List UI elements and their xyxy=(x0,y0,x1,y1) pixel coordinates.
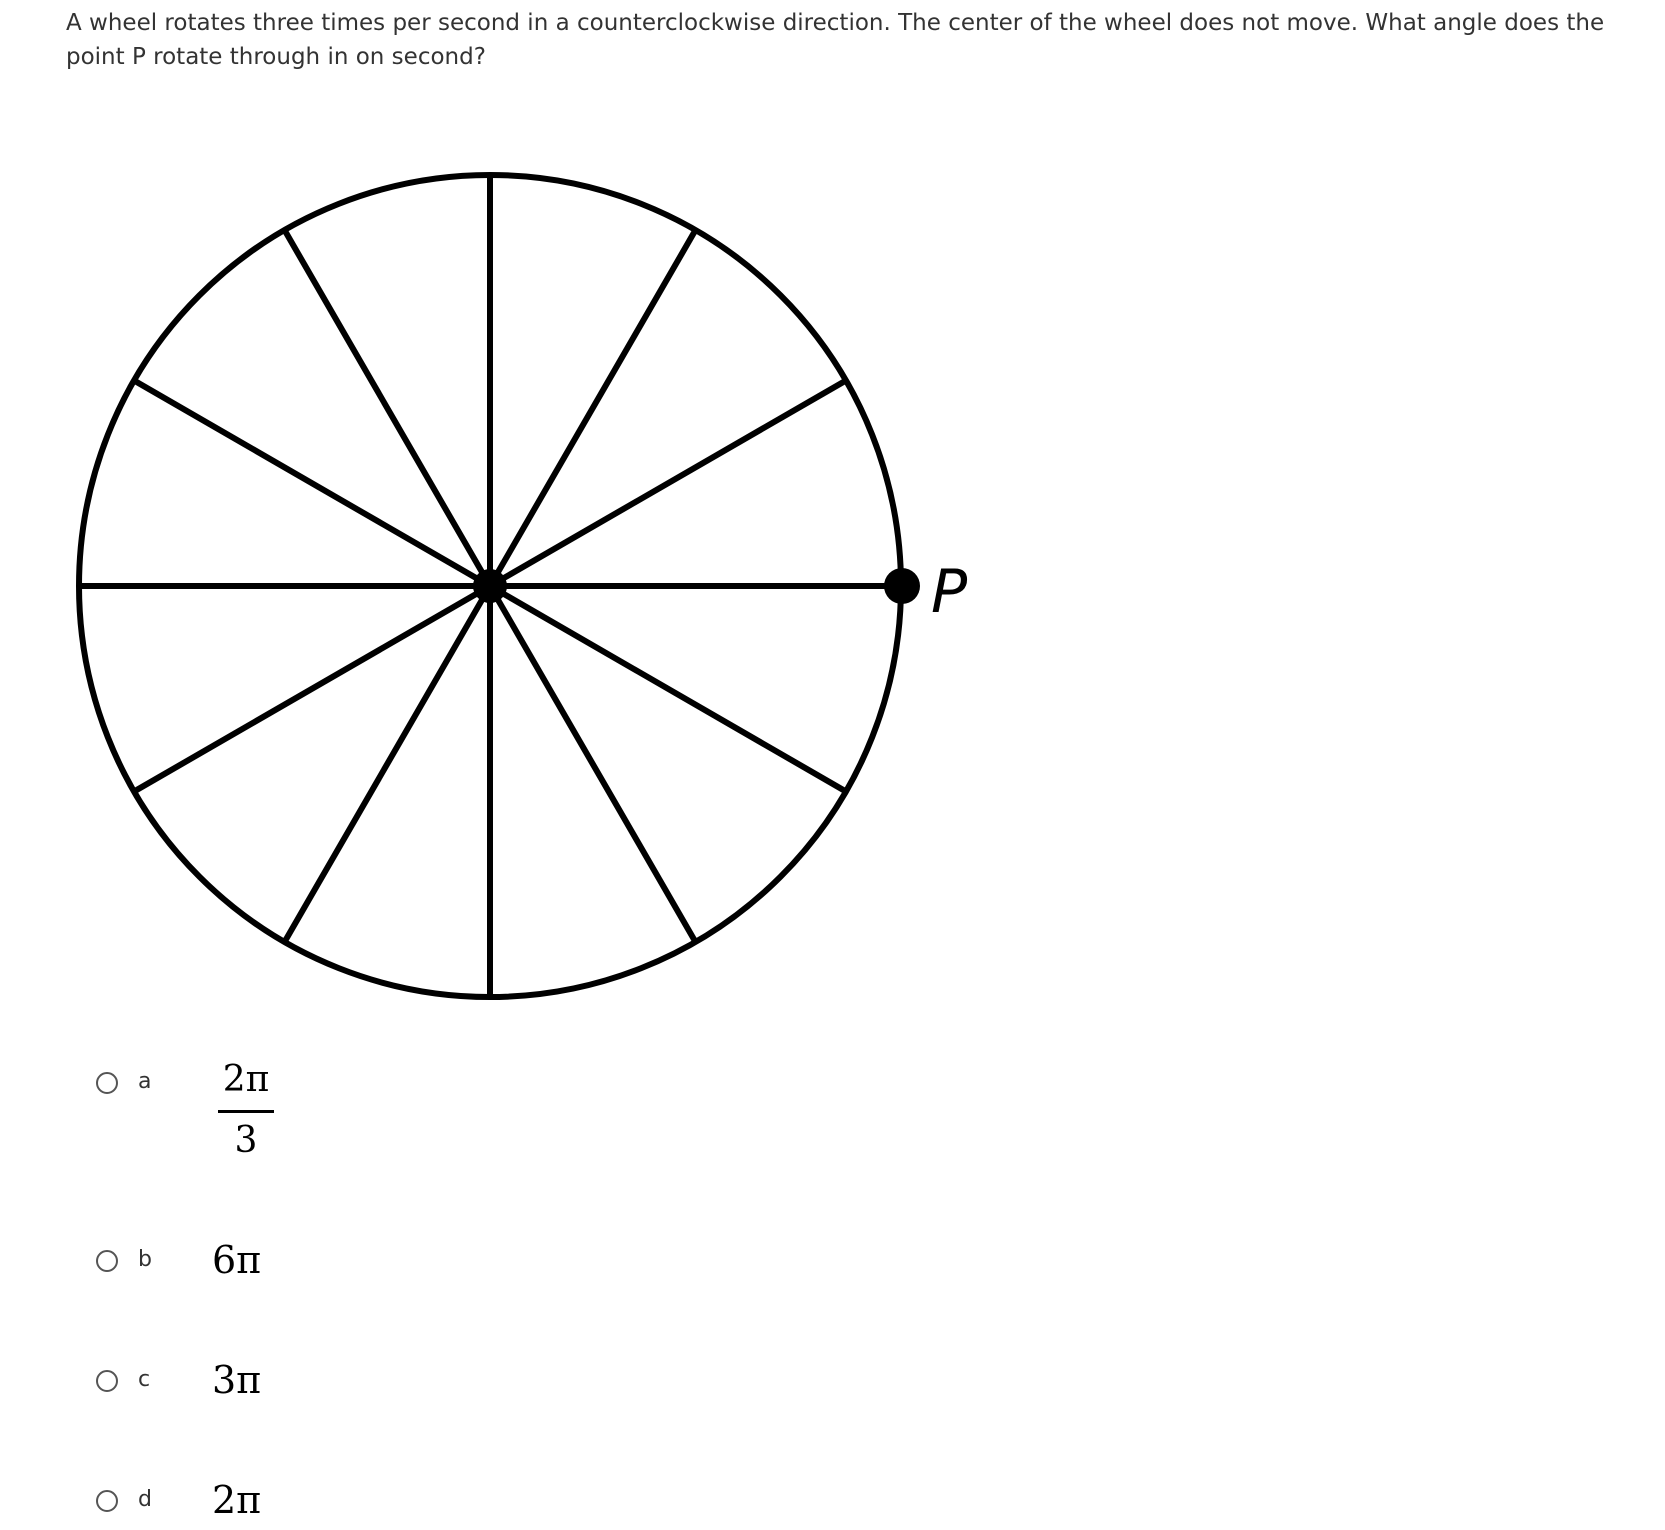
option-letter-b: b xyxy=(138,1247,152,1272)
fraction-bar xyxy=(218,1110,274,1113)
option-letter-c: c xyxy=(138,1367,151,1392)
question-text: A wheel rotates three times per second in a counterclockwise direction. The center of the wheel does not move. What angle does the point P rotate through in on second? xyxy=(66,10,1605,70)
wheel-spoke xyxy=(490,381,846,587)
option-d-value: 2π xyxy=(212,1478,262,1522)
radio-button-d[interactable] xyxy=(96,1490,118,1512)
wheel-spoke xyxy=(285,230,491,586)
option-c-value: 3π xyxy=(212,1358,262,1402)
wheel-spoke xyxy=(134,381,490,587)
wheel-spoke xyxy=(490,586,696,942)
wheel-spoke xyxy=(490,586,846,792)
option-a-denominator: 3 xyxy=(234,1120,258,1161)
point-p-label: P xyxy=(931,557,968,627)
wheel-figure xyxy=(0,0,1000,1010)
option-b-value: 6π xyxy=(212,1238,262,1282)
wheel-spoke xyxy=(134,586,490,792)
wheel-spoke xyxy=(490,230,696,586)
wheel-spoke xyxy=(285,586,491,942)
option-a-fraction xyxy=(216,1060,276,1161)
wheel-center xyxy=(473,569,507,603)
option-a-numerator: 2π xyxy=(222,1059,270,1100)
radio-button-b[interactable] xyxy=(96,1250,118,1272)
option-letter-a: a xyxy=(138,1069,152,1094)
radio-button-c[interactable] xyxy=(96,1370,118,1392)
point-p-marker xyxy=(884,568,920,604)
radio-button-a[interactable] xyxy=(96,1072,118,1094)
option-letter-d: d xyxy=(138,1487,152,1512)
